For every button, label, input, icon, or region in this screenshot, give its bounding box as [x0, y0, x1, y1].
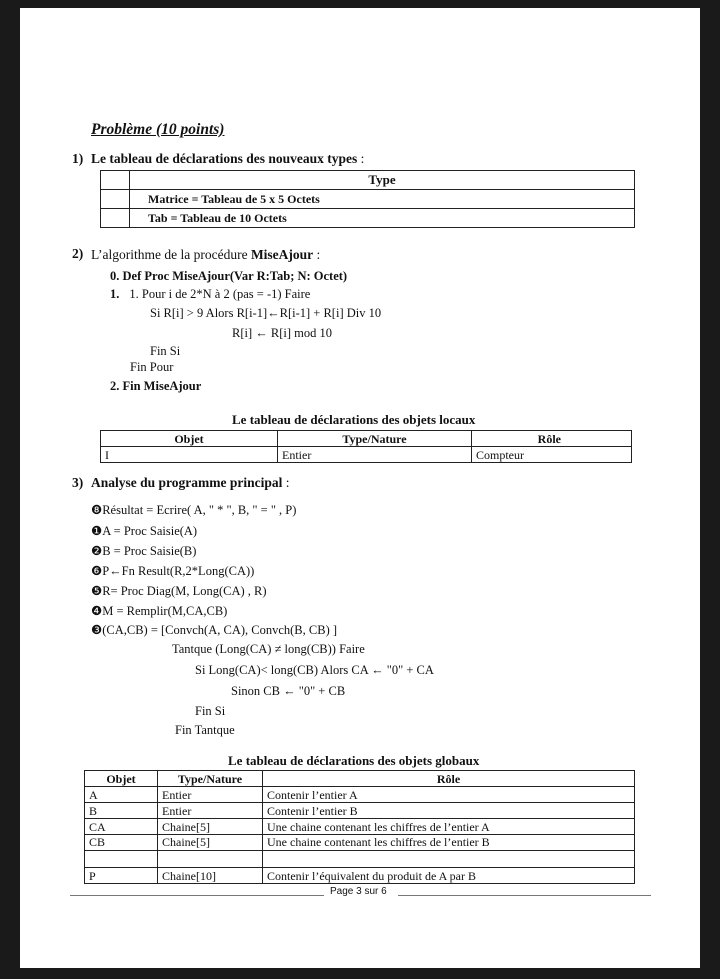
cell: I	[101, 447, 278, 463]
col-objet: Objet	[101, 431, 278, 447]
cell: Contenir l’entier B	[263, 803, 635, 819]
page-number: Page 3 sur 6	[330, 886, 387, 897]
cell: Entier	[278, 447, 472, 463]
analysis-line: Fin Tantque	[175, 723, 235, 737]
analysis-line: ❹M = Remplir(M,CA,CB)	[91, 604, 228, 618]
analysis-line: ❽Résultat = Ecrire( A, " * ", B, " = " , P)	[91, 503, 297, 517]
q2-label-bold: MiseAjour	[250, 247, 314, 262]
table-row	[85, 819, 635, 835]
cell: B	[85, 803, 158, 819]
footer-rule-right	[398, 895, 651, 896]
algo-line: 2. Fin MiseAjour	[110, 379, 202, 393]
cell: Entier	[158, 803, 263, 819]
analysis-line: ❸(CA,CB) = [Convch(A, CA), Convch(B, CB) ]	[91, 623, 338, 637]
algo-line-text: 1. Pour i de 2*N à 2 (pas = -1) Faire	[129, 287, 311, 301]
table-row	[85, 868, 635, 884]
analysis-line: Fin Si	[195, 704, 226, 718]
types-row-1: Matrice = Tableau de 5 x 5 Octets	[130, 190, 635, 209]
analysis-line: Tantque (Long(CA) ≠ long(CB)) Faire	[172, 642, 365, 656]
col-type: Type/Nature	[158, 771, 263, 787]
algo-line: Si R[i] > 9 Alors R[i-1]←R[i-1] + R[i] Div 10	[150, 306, 382, 320]
q3-colon: :	[282, 475, 290, 490]
table-row	[101, 447, 632, 463]
cell	[263, 851, 635, 868]
analysis-line: ❷B = Proc Saisie(B)	[91, 544, 197, 558]
q1-heading	[91, 151, 364, 167]
cell: Chaine[5]	[158, 819, 263, 835]
cell: Entier	[158, 787, 263, 803]
global-table-title: Le tableau de déclarations des objets globaux	[228, 753, 480, 768]
cell: P	[85, 868, 158, 884]
table-row	[101, 190, 635, 209]
cell: A	[85, 787, 158, 803]
cell: Contenir l’entier A	[263, 787, 635, 803]
algo-line: Fin Si	[150, 344, 181, 358]
q3-number: 3)	[72, 475, 84, 490]
analysis-line: ❶A = Proc Saisie(A)	[91, 524, 198, 538]
col-role: Rôle	[263, 771, 635, 787]
algo-line: R[i] ← R[i] mod 10	[232, 326, 332, 340]
algo-line: 1. 1. Pour i de 2*N à 2 (pas = -1) Faire	[110, 287, 311, 301]
local-objects-table	[100, 430, 632, 463]
q2-label-suffix: :	[313, 247, 321, 262]
algo-line: Fin Pour	[130, 360, 174, 374]
cell: Compteur	[472, 447, 632, 463]
q3-heading	[91, 475, 290, 491]
cell: CB	[85, 835, 158, 851]
algo-line: 0. Def Proc MiseAjour(Var R:Tab; N: Octet)	[110, 269, 348, 283]
q3-label: Analyse du programme principal	[91, 475, 283, 490]
types-header: Type	[130, 171, 635, 190]
col-objet: Objet	[85, 771, 158, 787]
types-table	[100, 170, 635, 228]
col-role: Rôle	[472, 431, 632, 447]
analysis-line: Si Long(CA)< long(CB) Alors CA ← "0" + CA	[195, 663, 434, 677]
cell: Une chaine contenant les chiffres de l’entier B	[263, 835, 635, 851]
document-page	[20, 8, 700, 968]
q1-label: Le tableau de déclarations des nouveaux types	[91, 151, 358, 166]
cell: Chaine[10]	[158, 868, 263, 884]
table-row	[85, 787, 635, 803]
global-objects-table	[84, 770, 635, 884]
analysis-line: ❺R= Proc Diag(M, Long(CA) , R)	[91, 584, 267, 598]
cell: Chaine[5]	[158, 835, 263, 851]
cell: Contenir l’équivalent du produit de A par B	[263, 868, 635, 884]
table-row	[101, 209, 635, 228]
local-table-title: Le tableau de déclarations des objets locaux	[232, 412, 476, 427]
footer-rule-left	[70, 895, 324, 896]
table-row	[85, 851, 635, 868]
problem-title: Problème (10 points)	[91, 121, 225, 138]
q2-heading	[91, 247, 320, 263]
types-row-2: Tab = Tableau de 10 Octets	[130, 209, 635, 228]
table-row	[85, 803, 635, 819]
table-row	[85, 835, 635, 851]
cell: CA	[85, 819, 158, 835]
q1-number: 1)	[72, 151, 84, 166]
col-type: Type/Nature	[278, 431, 472, 447]
q1-colon: :	[357, 151, 365, 166]
analysis-line: ❻P←Fn Result(R,2*Long(CA))	[91, 564, 255, 578]
cell	[158, 851, 263, 868]
q2-number: 2)	[72, 246, 84, 261]
analysis-line: Sinon CB ← "0" + CB	[231, 684, 346, 698]
q2-label-prefix: L’algorithme de la procédure	[91, 247, 251, 262]
cell: Une chaine contenant les chiffres de l’entier A	[263, 819, 635, 835]
cell	[85, 851, 158, 868]
